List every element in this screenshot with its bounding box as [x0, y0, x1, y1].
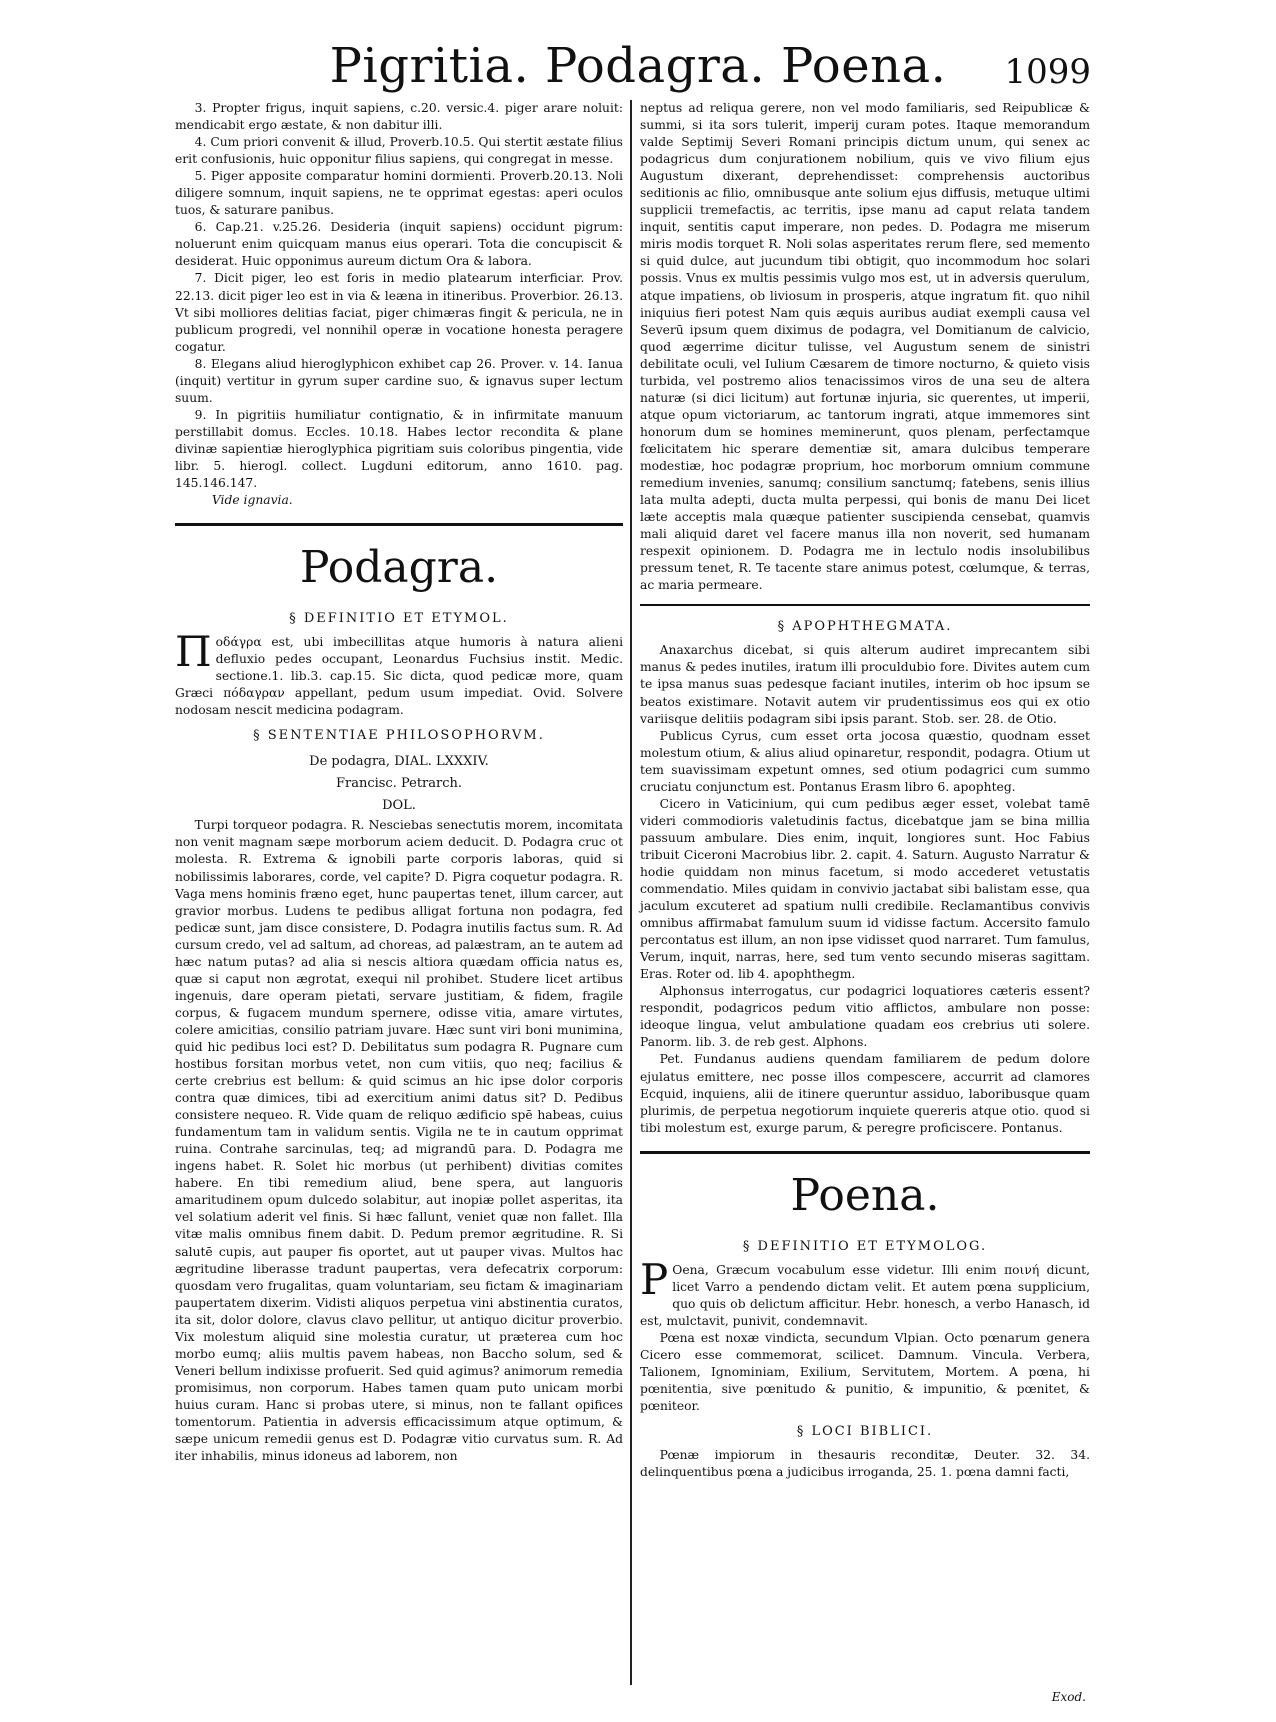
pigritia-item: 7. Dicit piger, leo est foris in medio platearum interficiar. Prov. 22.13. dicit piger leo est in via & leæna in itineribus. Proverbior. 26.13. Vt sibi molliores delitias faciat, piger chimæras fingit & pericula, ne in publicum progredi, vel nonnihil operæ in vocatione honesta peragere cogatur.: [175, 271, 623, 354]
section-rule: [640, 604, 1090, 606]
definition-text: Ποδάγρα est, ubi imbecillitas atque humoris à natura alieni defluxio pedes occupant, Leonardus Fuchsius instit. Medic. sectione.1. lib.3. cap.15. Sic dicta, quod pedicæ more, quam Græci πόδαγραν appellant, pedum usum impediat. Ovid. Solvere nodosam nescit medicina podagram.: [175, 627, 623, 718]
column-divider: [630, 100, 632, 1685]
apophthegm: Publicus Cyrus, cum esset orta jocosa quæstio, quodnam esset molestum otium, & alius aliud opinaretur, respondit, podagra. Otium ut tem suavissimam expetunt omnes, sed otium podagrici cum summo cruciatu conjunctum est. Pontanus Erasm libro 6. apophteg.: [640, 728, 1090, 794]
pigritia-item: 4. Cum priori convenit & illud, Proverb.10.5. Qui stertit æstate filius erit confusionis, huic opponitur filius sapiens, qui congregat in messe.: [175, 135, 623, 167]
left-column: [175, 100, 623, 1465]
pigritia-item: 9. In pigritiis humiliatur contignatio, & in infirmitate manuum perstillabit domus. Eccles. 10.18. Habes lector recondita & plane divinæ sapientiæ hieroglyphica pigritiam suis coloribus pingentia, vide libr. 5. hierogl. collect. Lugduni editorum, anno 1610. pag. 145.146.147.: [175, 407, 623, 491]
definition-text-2: Pœna est noxæ vindicta, secundum Vlpian. Octo pœnarum genera Cicero esse commemorat, scilicet. Damnum. Vincula. Verbera, Talionem, Ignominiam, Exilium, Servitutem, Mortem. A pœna, hi pœnitentia, sive pœnitudo & punitio, & impunitio, & pœnitet, & pœniteor.: [640, 1330, 1090, 1414]
section-title-podagra: Podagra.: [299, 542, 499, 594]
definition-heading: § DEFINITIO ET ETYMOLOG.: [742, 1238, 988, 1254]
dialogue-text: Turpi torqueor podagra. R. Nesciebas senectutis morem, incomitata non venit magnam sæpe morborum aciem deducit. D. Podagra cruc ot molesta. R. Extrema & ignobili parte corporis laboras, quid si nobilissimis laborares, corde, vel capite? D. Pigra coquetur podagra. R. Vaga mens hominis fræno eget, hunc paupertas tenet, illum carcer, aut gravior morbus. Ludens te pedibus alligat fortuna non podagra, fed pedicæ sunt, jam disce consistere, D. Podagra inutilis factus sum. R. Ad cursum credo, vel ad saltum, ad choreas, ad palæstram, an te autem ad hæc natum putas? ad alia si nescis altiora quædam officia natus es, quæ si caput non ægrotat, exequi nil prohibet. Studere licet artibus ingenuis, dare operam pietati, servare justitiam, & fidem, fragile corpus, & fugacem mundum spernere, odisse vitia, amare virtutes, colere amicitias, consilio patriam juvare. Hæc sunt viri boni munimina, quid hic pedibus loci est? D. Debilitatus sum podagra R. Pugnare cum hostibus forsitan morbus vetet, non cum vitiis, quo neq; facilius & certe crebrius est bellum: & quid scimus an hic ipse dolor corporis contra quæ dimices, tibi ad exercitium animi datus sit? D. Pedibus consistere nequeo. R. Vide quam de reliquo ædificio spē habeas, cuius fundamentum tam in validum sentis. Vigila ne te in cautum opprimat ruina. Contrahe sarcinulas, teq; ad migrandū para. D. Podagra me ingens habet. R. Solet hic morbus (ut perhibent) divitias comites habere. En tibi remedium aliud, bene spera, aut languoris amaritudinem opum dulcedo solabitur, aut inopiæ pollet asperitas, ita vel solatium aderit vel finis. Si hæc fallunt, veniet quæ non fallet. Illa vitæ malis omnibus finem dabit. D. Pedum premor ægritudine. R. Si salutē cupis, aut pauper fis oportet, aut ut pauper vivas. Multos hac ægritudine liberasse tradunt paupertas, vera defecatrix corporum: quosdam vero frugalitas, quam voluntariam, seu fictam & imaginariam paupertatem dixerim. Vidisti aliquos perpetua vini abstinentia curatos, ita sit, dolor dolore, clavus clavo pellitur, ut antiquo dicitur proverbio. Vix molestum aliquid sine molestia curatur, ut præterea cum hoc morbo eumq; aliis multis pavem habeas, non Baccho solum, sed & Veneri bellum indixisse profuerit. Sed quid agimus? animorum remedia promisimus, non corporum. Habes tamen quam puto unicam morbi huius curam. Hanc si probas utere, si minus, non te fallant opifices tomentorum. Patientia in adversis efficacissimum atque optimum, & sæpe unicum remedii genus est D. Podagræ vitio curvatus sum. R. Ad iter inhabilis, minus idoneus ad laborem, non: [175, 818, 623, 1464]
right-column: [640, 100, 1090, 1481]
section-rule: [175, 523, 623, 526]
pigritia-item: 3. Propter frigus, inquit sapiens, c.20. versic.4. piger arare noluit: mendicabit ergo æstate, & non dabitur illi.: [175, 101, 623, 133]
dialogue-author: Francisc. Petrarch.: [335, 776, 463, 792]
apophthegm: Cicero in Vaticinium, qui cum pedibus æger esset, volebat tamē videri commodioris valetudinis factus, dicebatque jam se bina millia passuum ambulare. Dies enim, inquit, longiores sunt. Hoc Fabius tribuit Ciceroni Macrobius libr. 2. capit. 4. Saturn. Augusto Narratur & hodie quiddam non minus facetum, si modo accederet vetustatis commendatio. Miles quidam in convivio jactabat sibi balistam esse, qua jaculum excuteret ad spatium nulli credibile. Reclamantibus convivis omnibus affirmabat famulum suum id vidisse factum. Accersito famulo percontatus est illum, an non ipse vidisset quod narraret. Tum famulus, Verum, inquit, narras, here, sed tum vento secundo miseras sagittam. Eras. Roter od. lib 4. apophthegm.: [640, 796, 1090, 982]
section-rule: [640, 1151, 1090, 1154]
cross-reference: Vide ignavia.: [211, 493, 293, 508]
pigritia-item: 5. Piger apposite comparatur homini dormienti. Proverb.20.13. Noli diligere somnum, inquit sapiens, ne te opprimat egestas: aperi oculos tuos, & saturare panibus.: [175, 169, 623, 218]
page-number: 1099: [1004, 52, 1091, 92]
definition-text: POena, Græcum vocabulum esse videtur. Illi enim ποινή dicunt, licet Varro a pendendo dictam velit. Et autem pœna supplicium, quo quis ob delictum afficitur. Hebr. honesch, a verbo Hanasch, id est, mulctavit, punivit, condemnavit.: [640, 1254, 1090, 1328]
dialogue-title: De podagra, DIAL. LXXXIV.: [309, 754, 489, 770]
speaker-label: DOL.: [382, 798, 416, 814]
sententiae-heading: § SENTENTIAE PHILOSOPHORVM.: [253, 728, 545, 744]
loci-biblici-text: Pœnæ impiorum in thesauris reconditæ, Deuter. 32. 34. delinquentibus pœna a judicibus irroganda, 25. 1. pœna damni facti,: [640, 1448, 1090, 1480]
catchword: Exod.: [1051, 1690, 1086, 1704]
running-title: Pigritia. Podagra. Poena.: [329, 38, 947, 94]
apophthegmata-heading: § APOPHTHEGMATA.: [777, 619, 953, 635]
apophthegm: Anaxarchus dicebat, si quis alterum audiret imprecantem sibi manus & pedes inutiles, iratum illi proculdubio fore. Divites autem cum te ipsa manus suas pedesque faciant inutiles, interim ob hoc ipsum se beatos existimare. Notavit autem vir prudentissimus eos qui ex otio variisque delitiis podagram sibi ipsis parant. Stob. ser. 28. de Otio.: [640, 643, 1090, 726]
pigritia-item: 8. Elegans aliud hieroglyphicon exhibet cap 26. Prover. v. 14. Ianua (inquit) vertitur in gyrum super cardine suo, & ignavus super lectum suum.: [175, 356, 623, 405]
pigritia-item: 6. Cap.21. v.25.26. Desideria (inquit sapiens) occidunt pigrum: noluerunt enim quicquam manus eius operari. Tota die concupiscit & desiderat. Huic opponimus aureum dictum Ora & labora.: [175, 220, 623, 269]
apophthegm: Alphonsus interrogatus, cur podagrici loquatiores cæteris essent? respondit, podagricos pedum vitio afflictos, ambulare non posse: ideoque lingua, velut ambulatione quadam eos crebrius uti solere. Panorm. lib. 3. de reb gest. Alphons.: [640, 984, 1090, 1050]
dialogue-continuation: neptus ad reliqua gerere, non vel modo familiaris, sed Reipublicæ & summi, si ita sors tulerit, imperij curam potes. Itaque memorandum valde Septimij Severi Romani principis dictum unum, qui senex ac podagricus dum conjurationem nobilium, quis ve vivo filium ejus Augustum dixerant, deprehendisset: comprehensis auctoribus seditionis ac filio, omnibusque ante solium ejus diffusis, metuque ultimi supplicii tremefactis, ac territis, ipse manu ad caput relata tandem inquit, sentitis caput imperare, non pedes. D. Podagra me miserum miris modis torquet R. Noli solas asperitates rerum flere, sed memento si quid dulce, aut jucundum tibi obtigit, quo incommodum hoc solari possis. Vnus ex multis pessimis vulgo mos est, ut in adversis querulum, atque impatiens, ob liviosum in prosperis, atque ingratum fit. quo nihil iniquius fieri potest Nam quis æquis auribus audiat exempli causa vel Severū ipsum quem diximus de podagra, vel Domitianum de calvicio, quod ægerrime dicitur tulisse, vel Augustum senem de sinistri debilitate oculi, vel Iulium Cæsarem de timore nocturno, & quieto visis turbida, vel postremo alios tenacissimos viros de una seu de altera naturæ (si dici licitum) aut fortunæ injuria, sic querentes, ut imperii, atque opum victoriarum, ac tantorum ingrati, atque immemores sint honorum dum se homines meminerunt, quos plenam, perfectamque fœlicitatem hic sperare dementiæ sit, amara dulcibus temperare modestiæ, hoc podagræ proprium, hoc morborum omnium commune remedium invenies, sanumq; consilium sanctumq; fatebens, senis illius lata multa adepti, ducta multa perpessi, qui bonis de manu Dei licet læte acceptis mala quæque patienter suscipienda censebat, quamvis mali aliquid daret vel facere manus illa non noverit, sed humanam respexit opinionem. D. Podagra me in lectulo nodis insolubilibus pressum tenet, R. Te tacente stare animus potest, cœlumque, & terras, ac maria permeare.: [640, 101, 1090, 593]
apophthegm: Pet. Fundanus audiens quendam familiarem de pedum dolore ejulatus emittere, nec posse illos compescere, accurrit ad clamores Ecquid, inquiens, alii de itinere queruntur assiduo, laboribusque quam plurimis, de perpetua negotiorum inquiete quereris atque otio. quod si tibi molestum est, exurge parum, & peregre proficiscere. Pontanus.: [640, 1052, 1090, 1135]
section-title-poena: Poena.: [790, 1169, 940, 1221]
definition-heading: § DEFINITIO ET ETYMOL.: [289, 611, 509, 627]
loci-biblici-heading: § LOCI BIBLICI.: [796, 1424, 934, 1440]
